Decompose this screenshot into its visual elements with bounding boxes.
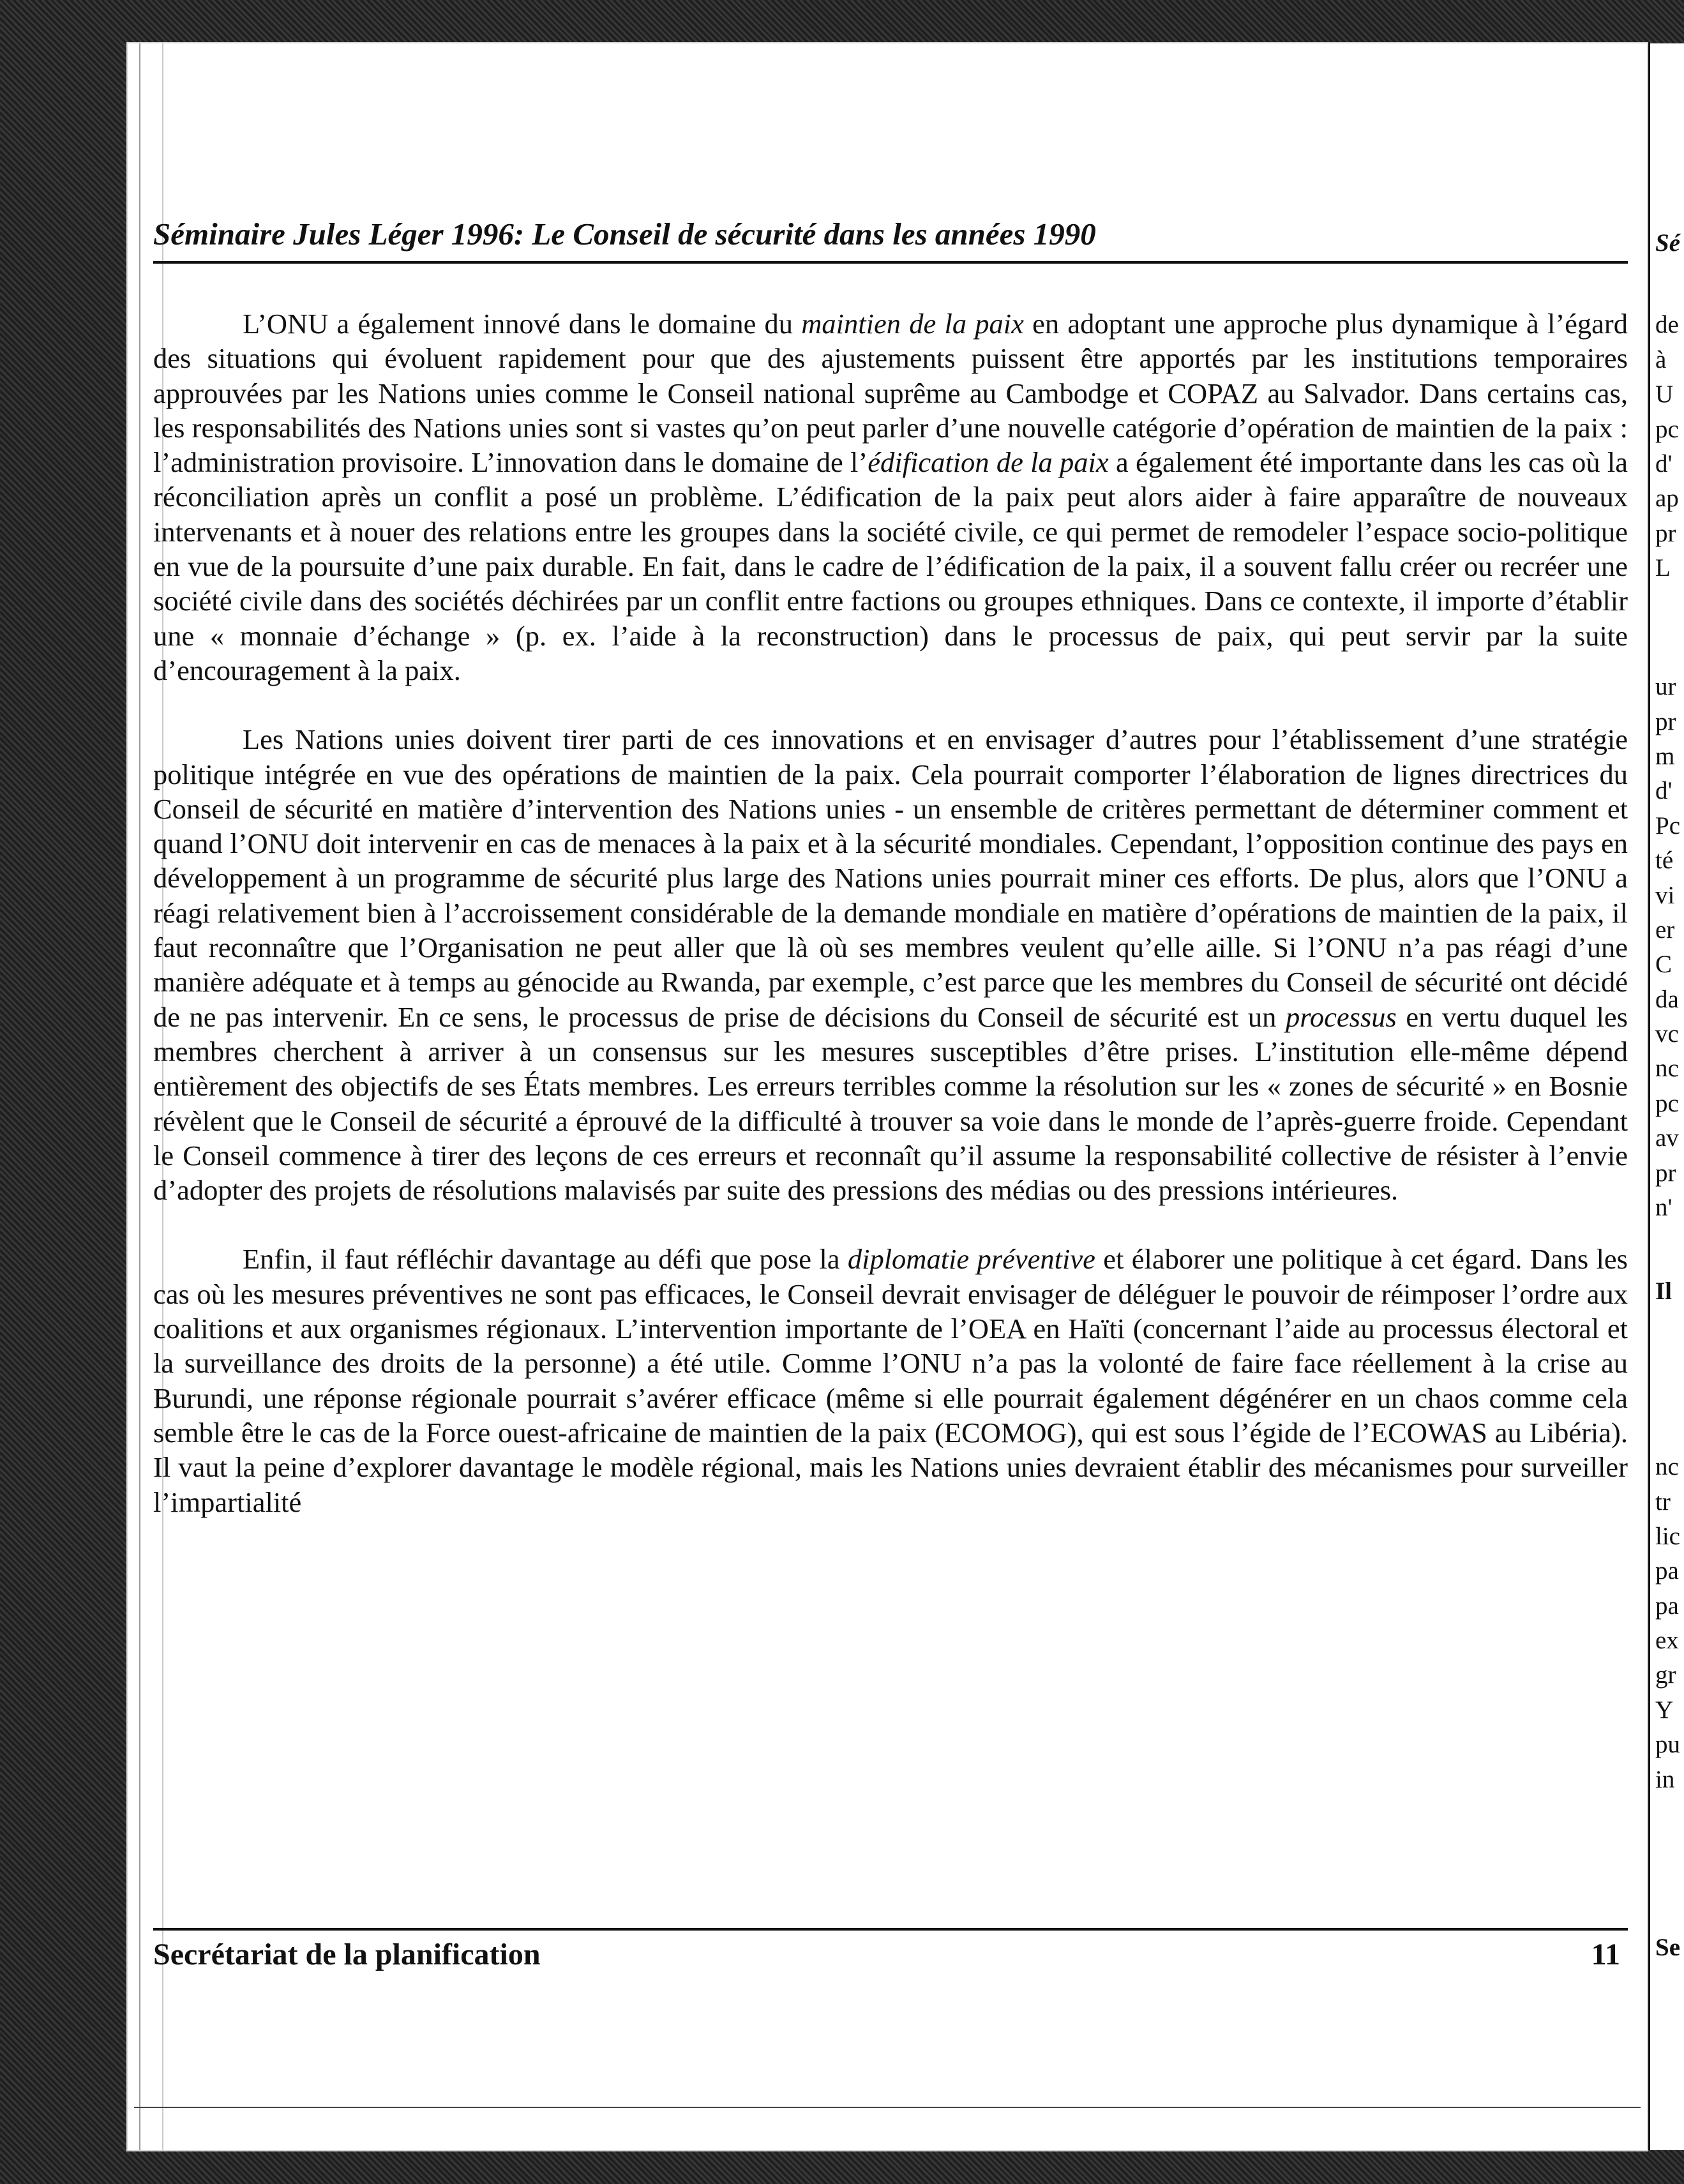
- adjacent-text-fragment: pa: [1655, 1592, 1679, 1620]
- footer-label: Secrétariat de la planification: [153, 1938, 541, 1971]
- adjacent-text-fragment: pc: [1655, 1090, 1679, 1117]
- adjacent-text-fragment: pu: [1655, 1731, 1680, 1758]
- adjacent-text-fragment: pa: [1655, 1557, 1679, 1585]
- adjacent-text-fragment: pr: [1655, 708, 1676, 735]
- adjacent-text-fragment: d': [1655, 777, 1673, 804]
- paragraph-text: en vertu duquel les membres cherchent à arriver à un consensus sur les mesures susceptibles d’être prises. L’institution elle-même dépend entièrement des objectifs de ses États membres. Les erreurs terribles comme la résolution sur les « zones de sécurité » en Bosnie révèlent que le Conseil de sécurité a éprouvé de la difficulté à trouver sa voie dans le monde de l’après-guerre froide. Cependant le Conseil commence à tirer des leçons de ces erreurs et reconnaît qu’il assume la responsabilité collective de résister à l’envie d’adopter des projets de résolutions malavisés par suite des pressions des médias ou des pressions intérieures.: [153, 1000, 1628, 1207]
- adjacent-text-fragment: à: [1655, 346, 1667, 373]
- paragraph-preventive-diplomacy: [153, 1242, 1628, 1519]
- page-bottom-edge: [134, 2107, 1641, 2113]
- adjacent-heading-fragment: Il: [1655, 1277, 1673, 1305]
- paragraph-text: Les Nations unies doivent tirer parti de ces innovations et en envisager d’autres pour l’établissement d’une stratégie politique intégrée en vue des opérations de maintien de la paix. Cela pourrait comporter l’élaboration de lignes directrices du Conseil de sécurité en matière d’intervention des Nations unies - un ensemble de critères permettant de déterminer comment et quand l’ONU doit intervenir en cas de menaces à la paix et à la sécurité mondiales. Cependant, l’opposition continue des pays en développement à un programme de sécurité plus large des Nations unies pourrait miner ces efforts. De plus, alors que l’ONU a réagi relativement bien à l’accroissement considérable de la demande mondiale en matière d’opérations de maintien de la paix, il faut reconnaître que l’Organisation ne peut aller que là où ses membres veulent qu’elle aille. Si l’ONU n’a pas réagi d’une manière adéquate et à temps au génocide au Rwanda, par exemple, c’est parce que les membres du Conseil de sécurité ont décidé de ne pas intervenir. En ce sens, le processus de prise de décisions du Conseil de sécurité est un: [153, 723, 1628, 1033]
- paragraph-text: a également été importante dans les cas où la réconciliation après un conflit a posé un problème. L’édification de la paix peut alors aider à faire apparaître de nouveaux intervenants et à nouer des relations entre les groupes dans la société civile, ce qui permet de remodeler l’espace socio-politique en vue de la poursuite d’une paix durable. En fait, dans le cadre de l’édification de la paix, il a souvent fallu créer ou recréer une société civile dans des sociétés déchirées par un conflit entre factions ou groupes ethniques. Dans ce contexte, il importe d’établir une « monnaie d’échange » (p. ex. l’aide à la reconstruction) dans le processus de paix, qui peut servir par la suite d’encouragement à la paix.: [153, 446, 1628, 686]
- adjacent-footer-fragment: Se: [1655, 1934, 1680, 1961]
- emphasis-term: maintien de la paix: [801, 308, 1024, 340]
- adjacent-text-fragment: de: [1655, 311, 1679, 338]
- adjacent-text-fragment: pr: [1655, 1159, 1676, 1187]
- adjacent-text-fragment: tr: [1655, 1488, 1671, 1516]
- paragraph-text: en adoptant une approche plus dynamique à l’égard des situations qui évoluent rapidement pour que des ajustements puissent être apportés par les institutions temporaires approuvées par les Nations unies comme le Conseil national suprême au Cambodge et COPAZ au Salvador. Dans certains cas, les responsabilités des Nations unies sont si vastes qu’on peut parler d’une nouvelle catégorie d’opération de maintien de la paix : l’administration provisoire. L’innovation dans le domaine de l’: [153, 308, 1628, 479]
- adjacent-text-fragment: L: [1655, 554, 1671, 582]
- adjacent-text-fragment: ur: [1655, 673, 1676, 700]
- adjacent-text-fragment: C: [1655, 951, 1673, 978]
- body-text: [153, 306, 1628, 1554]
- adjacent-text-fragment: ap: [1655, 485, 1679, 512]
- adjacent-text-fragment: n': [1655, 1194, 1673, 1221]
- header-title: Séminaire Jules Léger 1996: Le Conseil de sécurité dans les années 1990: [153, 216, 1096, 252]
- paragraph-text: L’ONU a également innové dans le domaine du: [243, 308, 802, 340]
- adjacent-text-fragment: gr: [1655, 1661, 1676, 1689]
- emphasis-term: diplomatie préventive: [847, 1243, 1095, 1276]
- adjacent-page-edge: [1648, 43, 1684, 2150]
- paragraph-text: et élaborer une politique à cet égard. Dans les cas où les mesures préventives ne sont pas efficaces, le Conseil devrait envisager de déléguer le pouvoir de réimposer l’ordre aux coalitions et aux organismes régionaux. L’intervention importante de l’OEA en Haïti (concernant l’aide au processus électoral et la surveillance des droits de la personne) a été utile. Comme l’ONU n’a pas la volonté de faire face réellement à la crise au Burundi, une réponse régionale pourrait s’avérer efficace (même si elle pourrait également dégénérer en un chaos comme cela semble être le cas de la Force ouest-africaine de maintien de la paix (ECOMOG), qui est sous l’égide de l’ECOWAS au Libéria). Il vaut la peine d’explorer davantage le modèle régional, mais les Nations unies devraient établir des mécanismes pour surveiller l’impartialité: [153, 1243, 1628, 1518]
- adjacent-text-fragment: in: [1655, 1766, 1675, 1793]
- adjacent-text-fragment: av: [1655, 1124, 1679, 1152]
- adjacent-text-fragment: pc: [1655, 416, 1679, 443]
- adjacent-text-fragment: Pc: [1655, 812, 1680, 840]
- adjacent-header-fragment: Sé: [1655, 229, 1680, 257]
- adjacent-text-fragment: nc: [1655, 1055, 1679, 1082]
- adjacent-text-fragment: d': [1655, 450, 1673, 478]
- adjacent-text-fragment: vi: [1655, 882, 1675, 909]
- running-header: [153, 216, 1628, 264]
- adjacent-text-fragment: pr: [1655, 520, 1676, 547]
- paragraph-strategy: [153, 722, 1628, 1207]
- emphasis-term: processus: [1285, 1000, 1397, 1033]
- adjacent-text-fragment: m: [1655, 742, 1675, 770]
- paragraph-text: Enfin, il faut réfléchir davantage au défi que pose la: [243, 1243, 848, 1276]
- adjacent-text-fragment: U: [1655, 380, 1674, 408]
- adjacent-text-fragment: er: [1655, 916, 1675, 944]
- adjacent-text-fragment: nc: [1655, 1453, 1679, 1480]
- adjacent-text-fragment: ex: [1655, 1627, 1679, 1654]
- adjacent-text-fragment: vc: [1655, 1020, 1679, 1048]
- adjacent-text-fragment: da: [1655, 986, 1679, 1013]
- page-number: 11: [1591, 1938, 1620, 1971]
- running-footer: [153, 1928, 1628, 1972]
- adjacent-text-fragment: té: [1655, 847, 1674, 874]
- emphasis-term: édification de la paix: [868, 446, 1109, 479]
- paragraph-peacekeeping: [153, 306, 1628, 688]
- adjacent-text-fragment: Y: [1655, 1696, 1674, 1724]
- adjacent-text-fragment: lic: [1655, 1523, 1680, 1550]
